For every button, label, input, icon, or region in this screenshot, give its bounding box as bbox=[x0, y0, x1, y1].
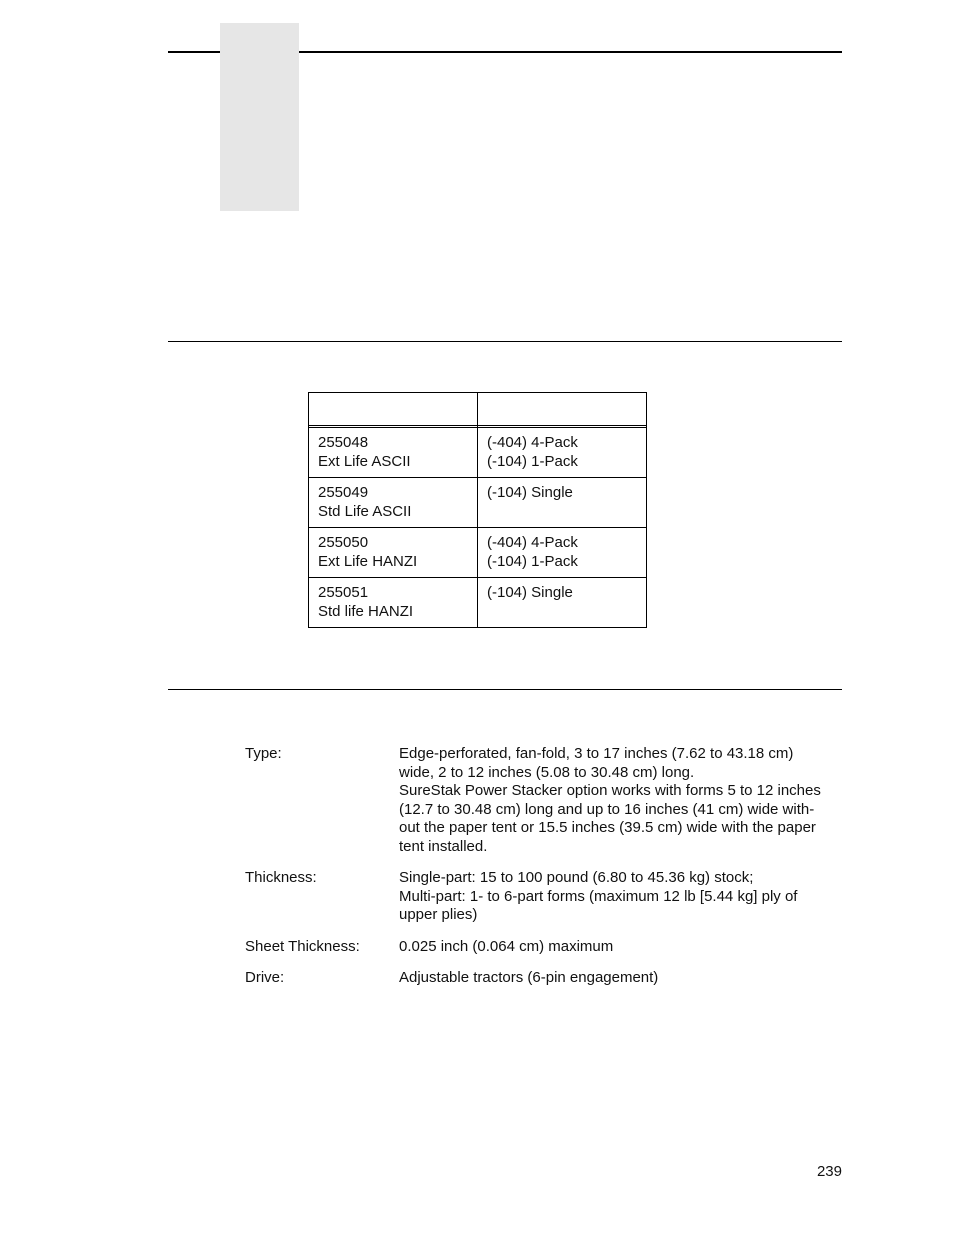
spec-line: SureStak Power Stacker option works with forms 5 to 12 inches bbox=[399, 782, 821, 799]
page-number: 239 bbox=[816, 1163, 842, 1180]
spec-label: Type: bbox=[245, 745, 282, 762]
table-header-cell bbox=[478, 393, 647, 426]
spec-value bbox=[399, 745, 839, 856]
spec-line: wide, 2 to 12 inches (5.08 to 30.48 cm) long. bbox=[399, 763, 695, 781]
table-row bbox=[309, 578, 647, 628]
pack-option: (-104) 1-Pack bbox=[487, 553, 578, 570]
part-number: 255048 bbox=[318, 434, 369, 451]
spec-line: Single-part: 15 to 100 pound (6.80 to 45.36 kg) stock; bbox=[399, 869, 754, 886]
spec-line: Multi-part: 1- to 6-part forms (maximum 12 lb [5.44 kg] ply of bbox=[399, 887, 798, 905]
spec-line: (12.7 to 30.48 cm) long and up to 16 inches (41 cm) wide with- bbox=[399, 800, 815, 818]
table-row bbox=[309, 528, 647, 578]
part-description: Ext Life HANZI bbox=[318, 553, 418, 570]
part-number: 255049 bbox=[318, 484, 369, 501]
pack-option: (-104) Single bbox=[487, 484, 573, 501]
spec-line: Adjustable tractors (6-pin engagement) bbox=[399, 969, 659, 986]
spec-value bbox=[399, 869, 839, 925]
pack-cell bbox=[478, 428, 647, 478]
part-cell bbox=[309, 478, 478, 528]
section-rule bbox=[168, 341, 842, 342]
spec-value bbox=[399, 969, 839, 988]
ribbon-part-table bbox=[308, 392, 647, 628]
part-description: Ext Life ASCII bbox=[318, 453, 411, 470]
part-cell bbox=[309, 528, 478, 578]
spec-label: Sheet Thickness: bbox=[245, 938, 360, 955]
table-row bbox=[309, 428, 647, 478]
chapter-tab bbox=[220, 23, 299, 211]
table-row bbox=[309, 478, 647, 528]
spec-line: tent installed. bbox=[399, 837, 488, 855]
spec-line: upper plies) bbox=[399, 906, 478, 923]
part-number: 255050 bbox=[318, 534, 369, 551]
pack-cell bbox=[478, 528, 647, 578]
pack-option: (-404) 4-Pack bbox=[487, 534, 578, 551]
spec-label: Drive: bbox=[245, 969, 285, 986]
table-header-cell bbox=[309, 393, 478, 426]
spec-line: out the paper tent or 15.5 inches (39.5 cm) wide with the paper bbox=[399, 819, 816, 836]
part-number: 255051 bbox=[318, 584, 369, 601]
pack-option: (-404) 4-Pack bbox=[487, 434, 578, 451]
part-cell bbox=[309, 428, 478, 478]
pack-option: (-104) 1-Pack bbox=[487, 453, 578, 470]
table-header-row bbox=[309, 393, 647, 426]
spec-label: Thickness: bbox=[245, 869, 317, 886]
spec-line: Edge-perforated, fan-fold, 3 to 17 inches (7.62 to 43.18 cm) bbox=[399, 745, 794, 762]
spec-line: 0.025 inch (0.064 cm) maximum bbox=[399, 938, 614, 955]
pack-option: (-104) Single bbox=[487, 584, 573, 601]
part-description: Std life HANZI bbox=[318, 603, 414, 620]
pack-cell bbox=[478, 578, 647, 628]
spec-value bbox=[399, 938, 839, 957]
part-cell bbox=[309, 578, 478, 628]
section-rule bbox=[168, 689, 842, 690]
part-description: Std Life ASCII bbox=[318, 503, 412, 520]
pack-cell bbox=[478, 478, 647, 528]
